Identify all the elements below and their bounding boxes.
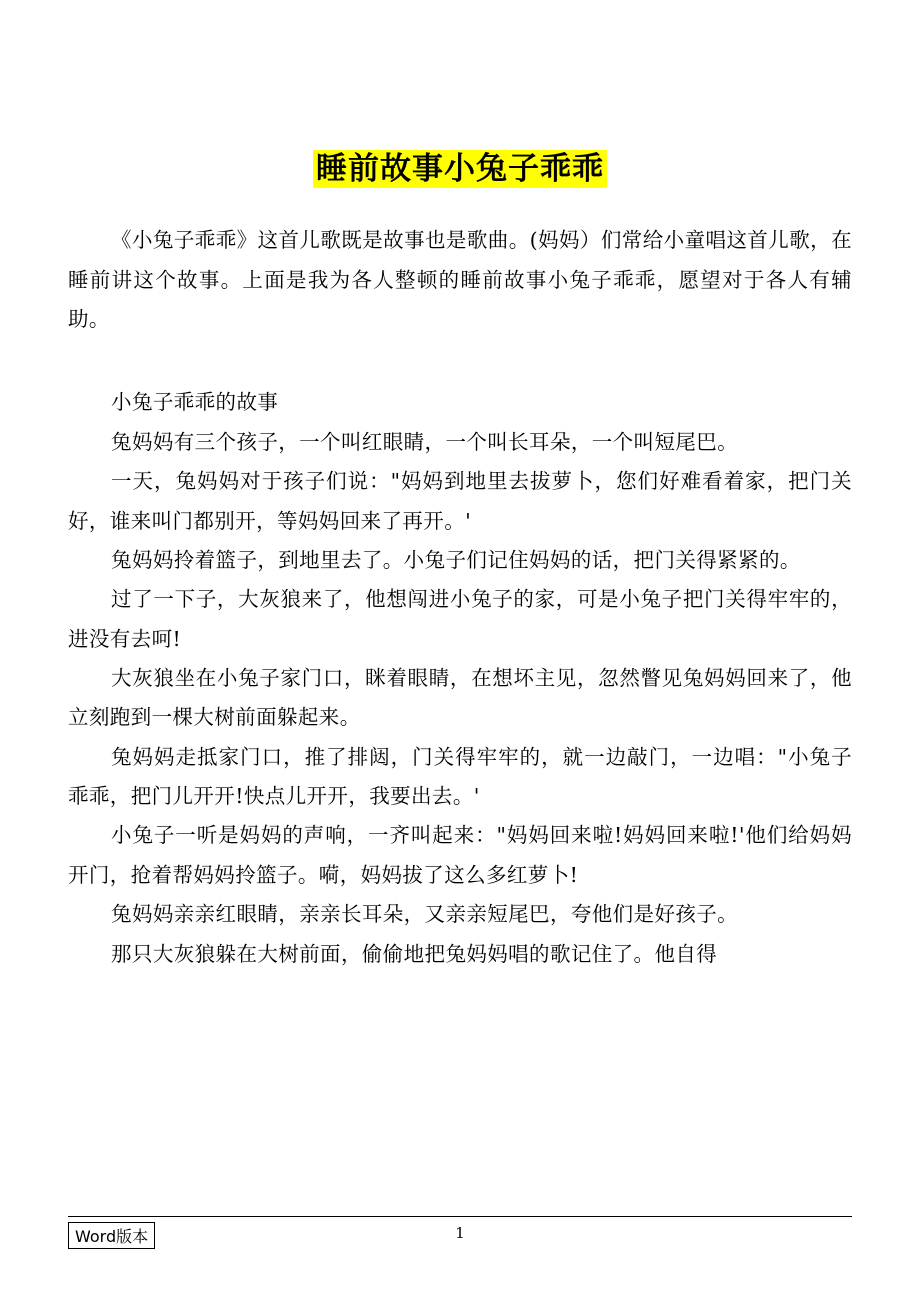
- paragraph-spacer: [68, 339, 852, 383]
- paragraph-4: 过了一下子，大灰狼来了，他想闯进小兔子的家，可是小兔子把门关得牢牢的，进没有去呵!: [68, 587, 852, 651]
- document-content: [68, 0, 852, 974]
- footer-watermark-label: Word版本: [68, 1222, 155, 1249]
- paragraph-1: 兔妈妈有三个孩子，一个叫红眼睛，一个叫长耳朵，一个叫短尾巴。: [111, 429, 739, 454]
- paragraph-5: 大灰狼坐在小兔子家门口，眯着眼睛，在想坏主见，忽然瞥见兔妈妈回来了，他立刻跑到一棵大树前面躲起来。: [68, 665, 852, 730]
- paragraph-intro: 《小兔子乖乖》这首儿歌既是故事也是歌曲。(妈妈）们常给小童唱这首儿歌，在睡前讲这个故事。上面是我为各人整顿的睡前故事小兔子乖乖，愿望对于各人有辅助。: [68, 228, 852, 332]
- paragraph-8: 兔妈妈亲亲红眼睛，亲亲长耳朵，又亲亲短尾巴，夸他们是好孩子。: [111, 902, 739, 927]
- paragraph-2: 一天，兔妈妈对于孩子们说："妈妈到地里去拔萝卜，您们好难看着家，把门关好，谁来叫门都别开，等妈妈回来了再开。': [68, 469, 852, 533]
- footer-divider: [68, 1216, 852, 1217]
- paragraph-7: 小兔子一听是妈妈的声响，一齐叫起来："妈妈回来啦!妈妈回来啦!'他们给妈妈开门，抢着帮妈妈拎篮子。嗬，妈妈拔了这么多红萝卜!: [68, 823, 852, 887]
- paragraph-3: 兔妈妈拎着篮子，到地里去了。小兔子们记住妈妈的话，把门关得紧紧的。: [111, 547, 801, 572]
- paragraph-heading-story: 小兔子乖乖的故事: [111, 390, 279, 415]
- paragraph-6: 兔妈妈走抵家门口，推了排闼，门关得牢牢的，就一边敲门，一边唱："小兔子乖乖，把门儿开开!快点儿开开，我要出去。': [68, 744, 852, 809]
- footer-page-number: 1: [455, 1224, 465, 1242]
- page-title-text: 睡前故事小兔子乖乖: [313, 150, 607, 188]
- document-body: [68, 221, 852, 973]
- paragraph-9: 那只大灰狼躲在大树前面，偷偷地把兔妈妈唱的歌记住了。他自得: [111, 941, 718, 966]
- page-footer: [0, 1216, 920, 1250]
- page-title: [68, 148, 852, 191]
